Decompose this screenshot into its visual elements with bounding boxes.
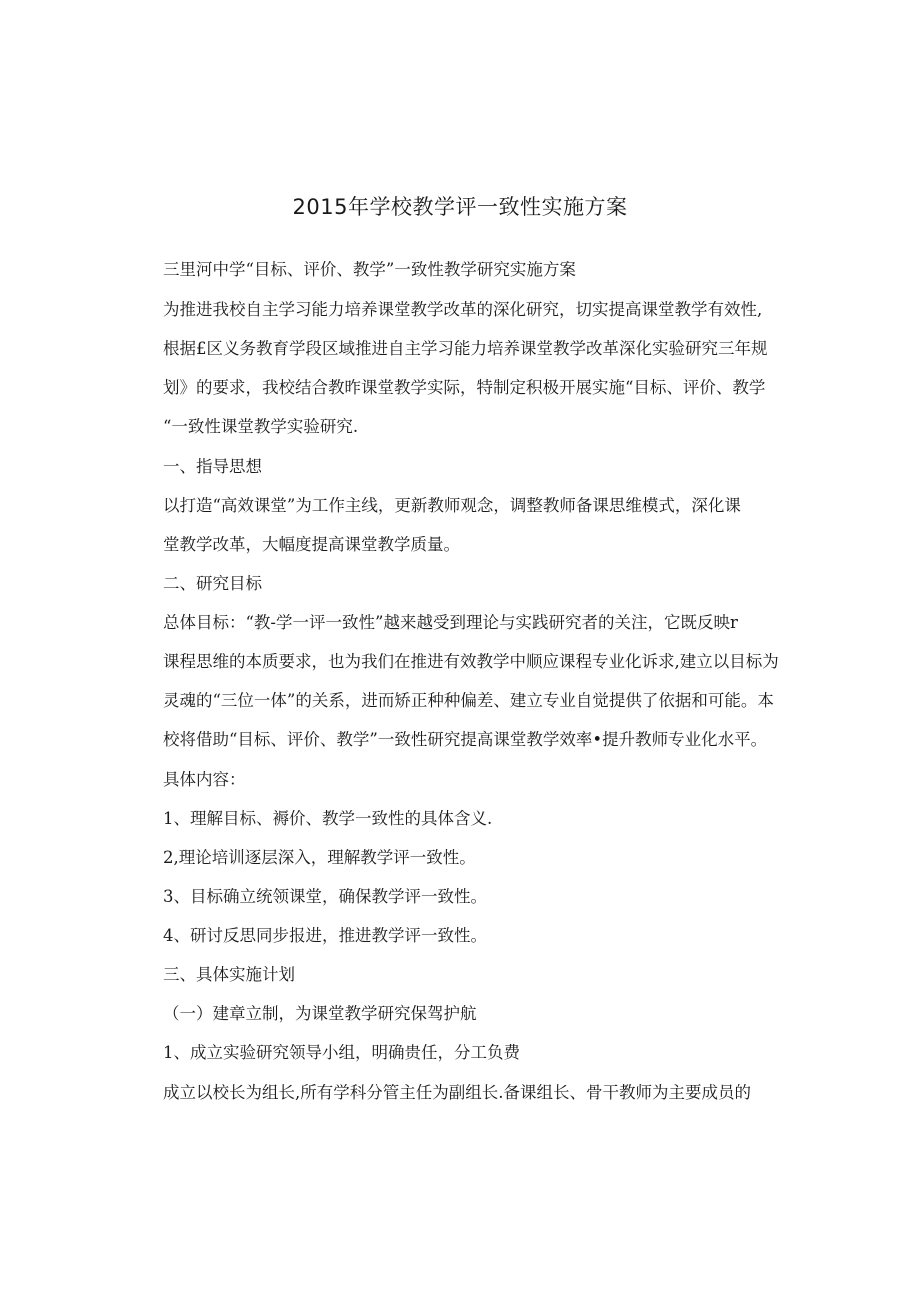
paragraph-line: 总体目标：“教-学一评一致性”越来越受到理论与实践研究者的关注，它既反映r [163, 613, 738, 632]
subsection-heading: （一）建章立制，为课堂教学研究保驾护航 [163, 1004, 477, 1023]
paragraph-line: 校将借助“目标、评价、教学”一致性研究提高课堂教学效率•提升教师专业化水平。 [163, 730, 768, 749]
subtitle-line: 三里河中学“目标、评价、教学”一致性教学研究实施方案 [163, 260, 576, 279]
paragraph-line: 划》的要求，我校结合教昨课堂教学实际，特制定积极开展实施“目标、评价、教学 [163, 378, 766, 397]
subheading: 具体内容： [163, 770, 246, 789]
paragraph-line: 灵魂的“三位一体”的关系，进而矫正种种偏差、建立专业自觉提供了依据和可能。本 [163, 691, 774, 710]
list-item: 1、成立实验研究领导小组，明确贵任，分工负费 [163, 1043, 520, 1062]
list-item: 2,理论培训逐层深入，理解教学评一致性。 [163, 848, 476, 867]
section-heading: 一、指导思想 [163, 457, 262, 476]
paragraph-line: 以打造“高效课堂”为工作主线，更新教师观念，调整教师备课思维模式，深化课 [163, 496, 741, 515]
list-item: 3、目标确立统领课堂，确保教学评一致性。 [163, 887, 487, 906]
paragraph-line: 成立以校长为组长,所有学科分管主任为副组长.备课组长、骨干教师为主要成员的 [163, 1083, 751, 1102]
paragraph-line: 根据£区义务教育学段区域推进自主学习能力培养课堂教学改革深化实验研究三年规 [163, 339, 768, 358]
section-heading: 二、研究目标 [163, 574, 262, 593]
paragraph-line: 为推进我校自主学习能力培养课堂教学改革的深化研究，切实提高课堂教学有效性, [163, 300, 763, 319]
section-heading: 三、具体实施计划 [163, 965, 295, 984]
paragraph-line: 堂教学改革，大幅度提高课堂教学质量。 [163, 535, 460, 554]
list-item: 4、研讨反思同步报进，推进教学评一致性。 [163, 926, 487, 945]
list-item: 1、理解目标、褥价、教学一致性的具体含义. [163, 809, 493, 828]
paragraph-line: 课程思维的本质要求，也为我们在推进有效教学中顺应课程专业化诉求,建立以目标为 [163, 652, 779, 671]
paragraph-line: “一致性课堂教学实验研究. [163, 417, 359, 436]
document-title: 2015年学校教学评一致性实施方案 [292, 195, 628, 219]
